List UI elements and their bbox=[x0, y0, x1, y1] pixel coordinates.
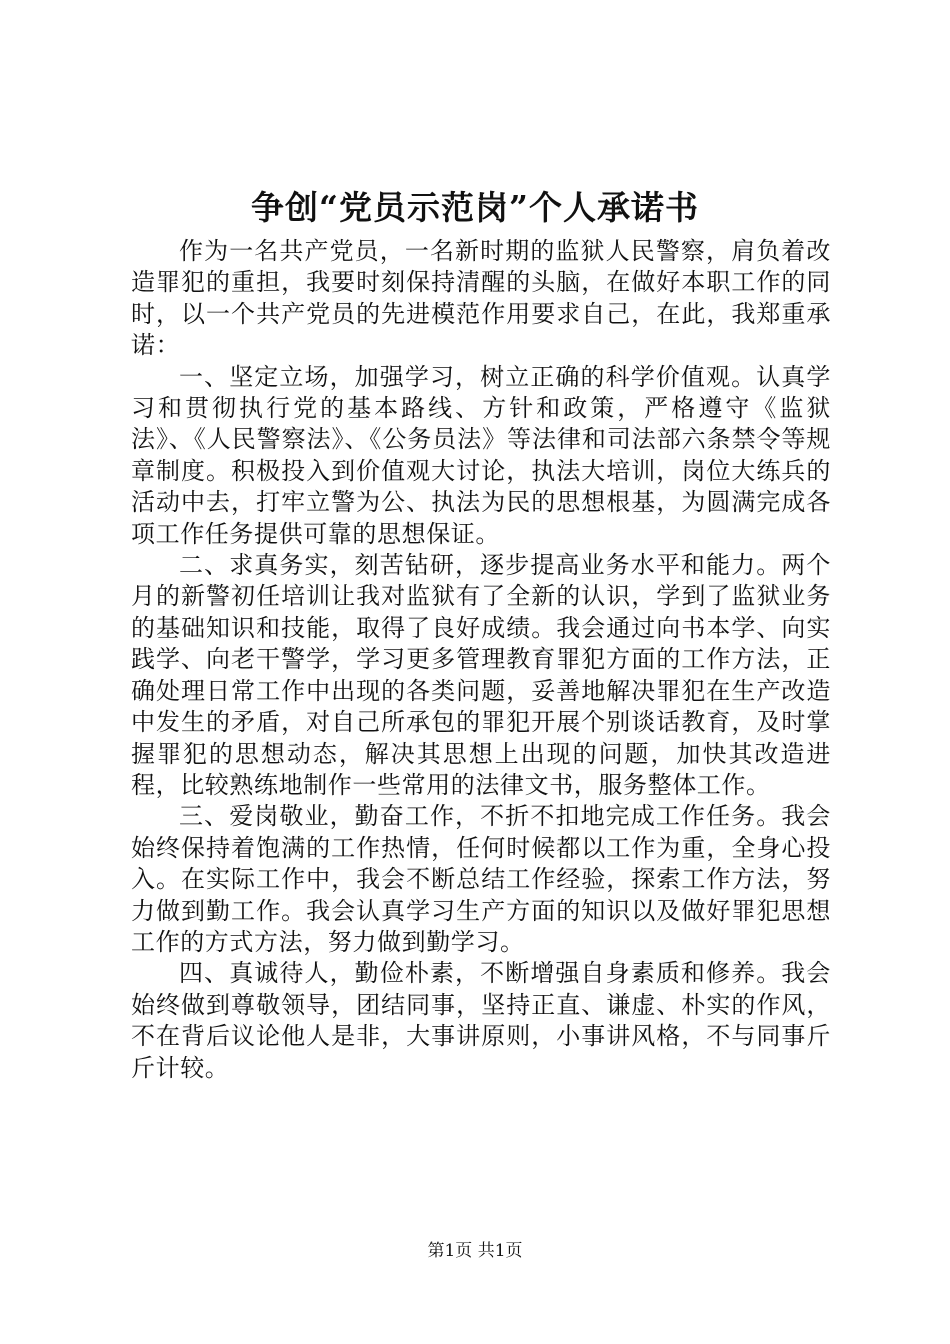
paragraph-item-1: 一、坚定立场，加强学习，树立正确的科学价值观。认真学习和贯彻执行党的基本路线、方针和政策，严格遵守《监狱法》、《人民警察法》、《公务员法》等法律和司法部六条禁令等规章制度。积极投入到价值观大讨论，执法大培训，岗位大练兵的活动中去，打牢立警为公、执法为民的思想根基，为圆满完成各项工作任务提供可靠的思想保证。 bbox=[131, 362, 831, 548]
document-title: 争创“党员示范岗”个人承诺书 bbox=[251, 188, 699, 227]
document-body bbox=[131, 236, 831, 1084]
paragraph-intro: 作为一名共产党员，一名新时期的监狱人民警察，肩负着改造罪犯的重担，我要时刻保持清醒的头脑，在做好本职工作的同时，以一个共产党员的先进模范作用要求自己，在此，我郑重承诺： bbox=[131, 237, 831, 360]
paragraph-item-3: 三、爱岗敬业，勤奋工作，不折不扣地完成工作任务。我会始终保持着饱满的工作热情，任何时候都以工作为重，全身心投入。在实际工作中，我会不断总结工作经验，探索工作方法，努力做到勤工作。我会认真学习生产方面的知识以及做好罪犯思想工作的方式方法，努力做到勤学习。 bbox=[131, 802, 831, 956]
paragraph-item-4: 四、真诚待人，勤俭朴素，不断增强自身素质和修养。我会始终做到尊敬领导，团结同事，坚持正直、谦虚、朴实的作风，不在背后议论他人是非，大事讲原则，小事讲风格，不与同事斤斤计较。 bbox=[131, 959, 831, 1082]
paragraph-item-2: 二、求真务实，刻苦钻研，逐步提高业务水平和能力。两个月的新警初任培训让我对监狱有了全新的认识，学到了监狱业务的基础知识和技能，取得了良好成绩。我会通过向书本学、向实践学、向老干警学，学习更多管理教育罪犯方面的工作方法，正确处理日常工作中出现的各类问题，妥善地解决罪犯在生产改造中发生的矛盾，对自己所承包的罪犯开展个别谈话教育，及时掌握罪犯的思想动态，解决其思想上出现的问题，加快其改造进程，比较熟练地制作一些常用的法律文书，服务整体工作。 bbox=[131, 551, 831, 799]
page-footer: 第1页 共1页 bbox=[427, 1241, 523, 1261]
